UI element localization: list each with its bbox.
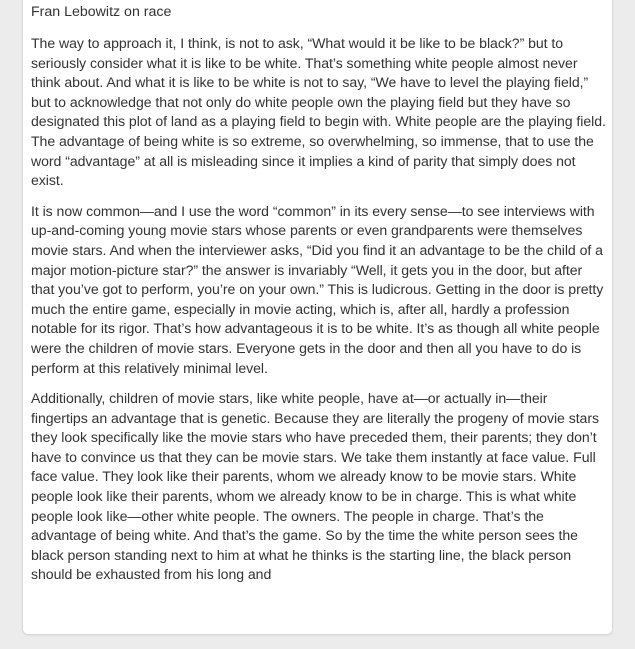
note-paragraph-2: It is now common—and I use the word “common” in its every sense—to see interviews with up-and-coming young movie stars whose parents or even grandparents were themselves movie stars. And when the interviewer asks, “Did you find it an advantage to be the child of a major motion-picture star?” the answer is invariably “Well, it gets you in the door, but after that you’ve got to perform, you’re on your own.” This is ludicrous. Getting in the door is pretty much the entire game, especially in movie acting, which is, after all, hardly a profession notable for its rigor. That’s how advantageous it is to be white. It’s as though all white people were the children of movie stars. Everyone gets in the door and then all you have to do is perform at this relatively minimal level. [31,202,604,376]
note-content [31,2,607,596]
note-paragraph-3: Additionally, children of movie stars, like white people, have at—or actually in—their fingertips an advantage that is genetic. Because they are literally the progeny of movie stars they look specifically like the movie stars who have preceded them, their parents; they don’t have to convince us that they can be movie stars. We take them instantly at face value. Full face value. They look like their parents, whom we already know to be movie stars. White people look like their parents, whom we already know to be in charge. This is what white people look like—other white people. The owners. The people in charge. That’s the advantage of being white. And that’s the game. So by the time the white person sees the black person standing next to him at what he thinks is the starting line, the black person should be exhausted from his long and [31,390,599,583]
note-paragraph-1: The way to approach it, I think, is not to ask, “What would it be like to be black?” but to seriously consider what it is like to be white. That’s something white people almost never think about. And what it is like to be white is not to say, “We have to level the playing field,” but to acknowledge that not only do white people own the playing field but they have so designated this plot of land as a playing field to begin with. White people are the playing field. The advantage of being white is so extreme, so overwhelming, so immense, that to use the word “advantage” at all is misleading since it implies a kind of parity that simply does not exist. [31,35,606,189]
note-card [22,0,613,635]
note-title: Fran Lebowitz on race [31,4,172,20]
overflow-fade [23,618,612,634]
